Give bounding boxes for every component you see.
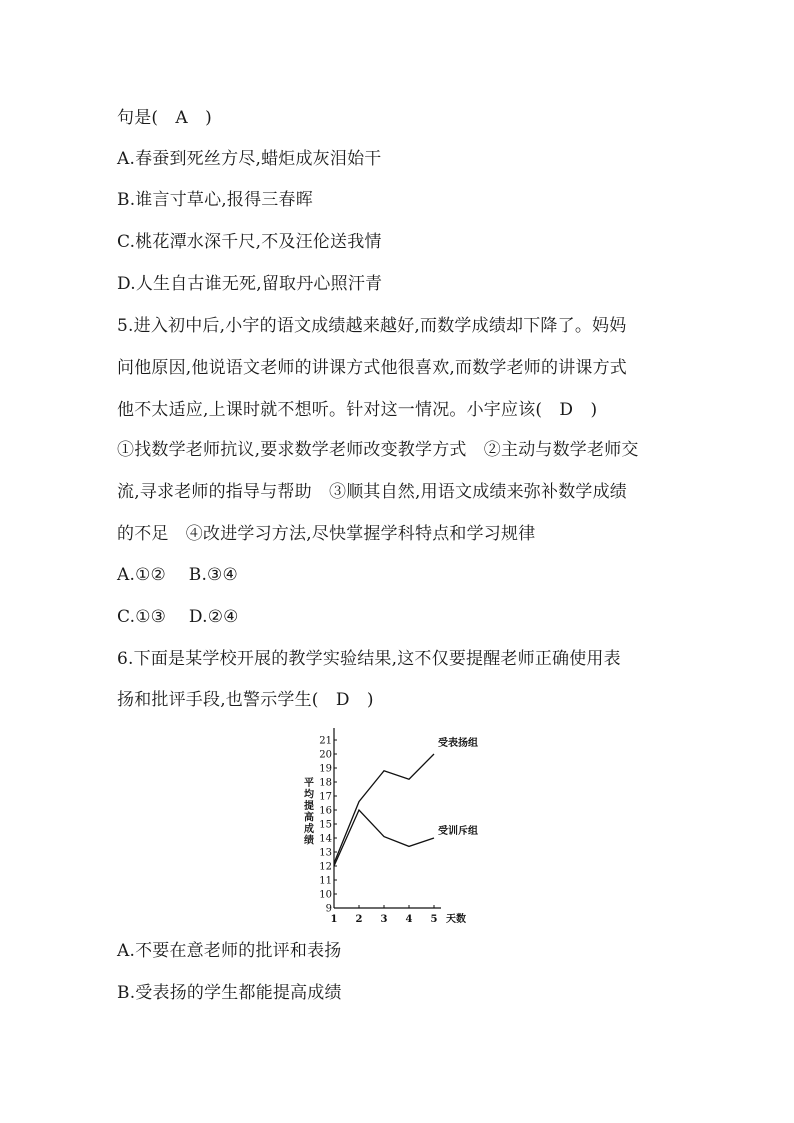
y-tick-label: 17 <box>319 791 332 803</box>
y-tick-label: 11 <box>319 875 332 887</box>
option-d: D.人生自古谁无死,留取丹心照汗青 <box>117 274 383 294</box>
y-tick-label: 9 <box>325 903 332 915</box>
question-5-line-3: 他不太适应,上课时就不想听。针对这一情况。小宇应该( D ) <box>117 400 598 420</box>
question-5-options-ab: A.①② B.③④ <box>117 565 238 585</box>
series-line-2 <box>334 810 434 866</box>
y-tick-label: 20 <box>319 749 332 761</box>
question-6-line-1: 6.下面是某学校开展的教学实验结果,这不仅要提醒老师正确使用表 <box>117 649 621 669</box>
x-tick-label: 5 <box>430 914 438 925</box>
y-axis-label: 平均提高成绩 <box>304 778 314 847</box>
option-b: B.谁言寸草心,报得三春晖 <box>117 190 313 210</box>
x-tick-label: 2 <box>355 914 363 925</box>
y-tick-label: 16 <box>319 805 332 817</box>
question-5-options-cd: C.①③ D.②④ <box>117 607 239 627</box>
y-tick-label: 13 <box>319 847 332 859</box>
option-c: C.桃花潭水深千尺,不及汪伦送我情 <box>117 232 382 252</box>
y-tick-label: 10 <box>319 889 332 901</box>
question-6-option-a: A.不要在意老师的批评和表扬 <box>117 941 342 961</box>
series-label: 受表扬组 <box>438 738 478 749</box>
x-tick-label: 1 <box>330 914 338 925</box>
question-5-line-4: ①找数学老师抗议,要求数学老师改变教学方式 ②主动与数学老师交 <box>117 440 639 460</box>
y-tick-label: 12 <box>319 861 332 873</box>
question-5-line-1: 5.进入初中后,小宇的语文成绩越来越好,而数学成绩却下降了。妈妈 <box>117 316 627 336</box>
series-line-1 <box>334 754 434 863</box>
line-chart <box>294 718 494 928</box>
y-tick-label: 15 <box>319 819 332 831</box>
y-tick-label: 21 <box>319 735 332 747</box>
question-5-line-6: 的不足 ④改进学习方法,尽快掌握学科特点和学习规律 <box>117 524 536 544</box>
x-tick-label: 3 <box>380 914 388 925</box>
question-6-line-2: 扬和批评手段,也警示学生( D ) <box>117 690 374 710</box>
question-5-line-2: 问他原因,他说语文老师的讲课方式他很喜欢,而数学老师的讲课方式 <box>117 358 628 378</box>
text-line: 句是( A ) <box>117 108 212 128</box>
question-5-line-5: 流,寻求老师的指导与帮助 ③顺其自然,用语文成绩来弥补数学成绩 <box>117 482 628 502</box>
option-a: A.春蚕到死丝方尽,蜡炬成灰泪始干 <box>117 149 382 169</box>
x-axis-label: 天数 <box>446 914 466 925</box>
y-tick-label: 19 <box>319 763 332 775</box>
series-label: 受训斥组 <box>438 826 478 837</box>
x-tick-label: 4 <box>405 914 413 925</box>
y-tick-label: 18 <box>319 777 332 789</box>
y-tick-label: 14 <box>319 833 332 845</box>
question-6-option-b: B.受表扬的学生都能提高成绩 <box>117 983 342 1003</box>
